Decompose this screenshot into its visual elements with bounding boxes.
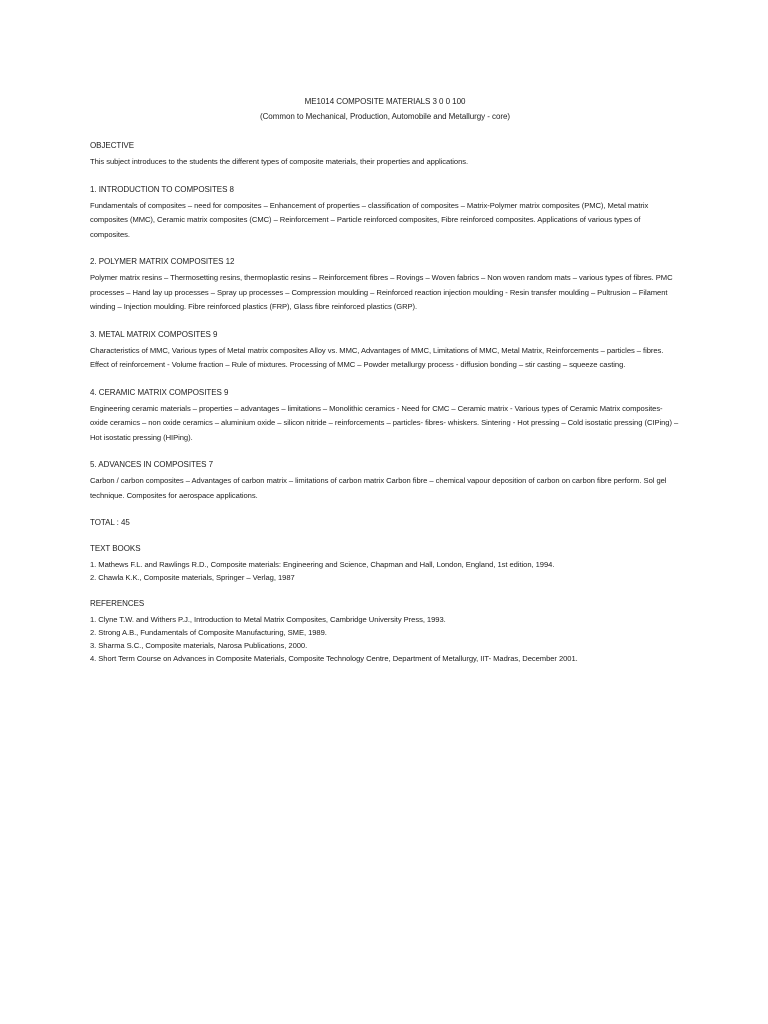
reference-item: 3. Sharma S.C., Composite materials, Narosa Publications, 2000. — [90, 641, 308, 650]
references-heading: REFERENCES — [90, 599, 145, 608]
text-book-item: 1. Mathews F.L. and Rawlings R.D., Composite materials: Engineering and Science, Chapman and Hall, London, England, 1st edition, 1994. — [90, 560, 555, 569]
unit-1-heading: 1. INTRODUCTION TO COMPOSITES 8 — [90, 184, 234, 194]
unit-2-section — [90, 256, 680, 315]
text-book-item: 2. Chawla K.K., Composite materials, Springer – Verlag, 1987 — [90, 573, 295, 582]
document-page — [90, 96, 680, 665]
reference-item: 2. Strong A.B., Fundamentals of Composite Manufacturing, SME, 1989. — [90, 628, 327, 637]
unit-3-text: Characteristics of MMC, Various types of Metal matrix composites Alloy vs. MMC, Advantages of MMC, Limitations of MMC, Metal Matrix, Reinforcements – particles – fibres. Effect of reinforcement - Volume fraction – Rule of mixtures. Processing of MMC – Powder metallurgy process - diffusion bonding – stir casting – squeeze casting. — [90, 345, 664, 369]
unit-3-heading: 3. METAL MATRIX COMPOSITES 9 — [90, 329, 218, 339]
unit-4-text: Engineering ceramic materials – properties – advantages – limitations – Monolithic ceramics - Need for CMC – Ceramic matrix - Various types of Ceramic Matrix composites- oxide ceramics – non oxide ceramics – aluminium oxide – silicon nitride – reinforcements – particles- fibres- whiskers. Sintering - Hot pressing – Cold isostatic pressing (CIPing) – Hot isostatic pressing (HIPing). — [90, 403, 679, 442]
reference-item: 1. Clyne T.W. and Withers P.J., Introduction to Metal Matrix Composites, Cambridge University Press, 1993. — [90, 615, 446, 624]
objective-heading: OBJECTIVE — [90, 141, 135, 150]
unit-4-section — [90, 387, 680, 446]
objective-text: This subject introduces to the students the different types of composite materials, their properties and applications. — [90, 157, 469, 166]
unit-4-heading: 4. CERAMIC MATRIX COMPOSITES 9 — [90, 387, 229, 397]
references-section — [90, 598, 680, 665]
unit-1-text: Fundamentals of composites – need for composites – Enhancement of properties – classification of composites – Matrix-Polymer matrix composites (PMC), Metal matrix composites (MMC), Ceramic matrix composites (CMC) – Reinforcement – Particle reinforced composites, Fibre reinforced composites. Applications of various types of composites. — [90, 200, 649, 239]
unit-5-text: Carbon / carbon composites – Advantages of carbon matrix – limitations of carbon matrix Carbon fibre – chemical vapour deposition of carbon on carbon fibre perform. Sol gel technique. Composites for aerospace applications. — [90, 476, 667, 500]
course-subtitle: (Common to Mechanical, Production, Automobile and Metallurgy - core) — [259, 112, 511, 121]
unit-1-section — [90, 184, 680, 243]
objective-section — [90, 140, 680, 170]
unit-2-text: Polymer matrix resins – Thermosetting resins, thermoplastic resins – Reinforcement fibres – Rovings – Woven fabrics – Non woven random mats – various types of fibres. PMC processes – Hand lay up processes – Spray up processes – Compression moulding – Reinforced reaction injection moulding - Resin transfer moulding – Pultrusion – Filament winding – Injection moulding. Fibre reinforced plastics (FRP), Glass fibre reinforced plastics (GRP). — [90, 273, 673, 311]
text-books-heading: TEXT BOOKS — [90, 544, 141, 553]
course-title: ME1014 COMPOSITE MATERIALS 3 0 0 100 — [304, 97, 466, 106]
text-books-section — [90, 543, 680, 584]
total-hours: TOTAL : 45 — [90, 518, 130, 527]
unit-3-section — [90, 329, 680, 373]
unit-2-heading: 2. POLYMER MATRIX COMPOSITES 12 — [90, 257, 235, 266]
unit-5-heading: 5. ADVANCES IN COMPOSITES 7 — [90, 460, 213, 469]
reference-item: 4. Short Term Course on Advances in Composite Materials, Composite Technology Centre, Department of Metallurgy, IIT- Madras, December 2001. — [90, 654, 578, 663]
unit-5-section — [90, 459, 680, 503]
